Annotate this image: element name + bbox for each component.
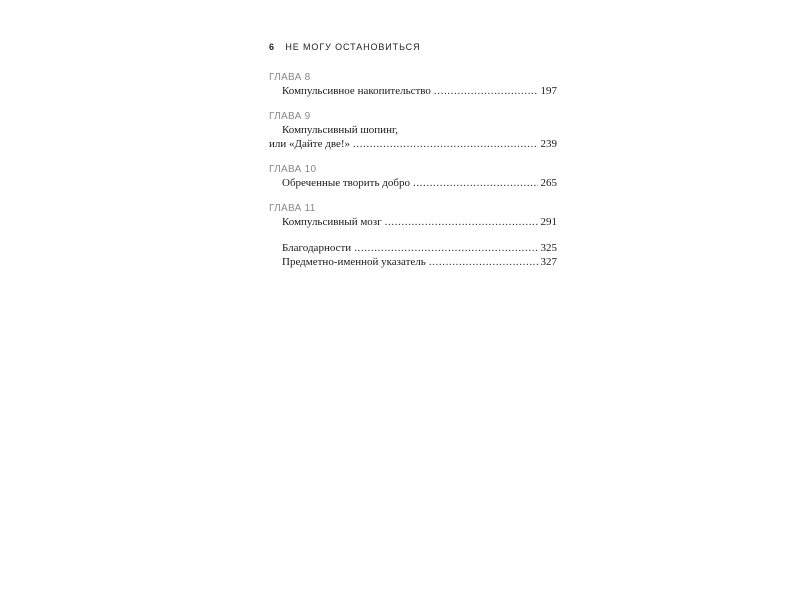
toc-entry[interactable] <box>269 255 557 269</box>
toc-entry-title: Предметно-именной указатель <box>282 256 426 268</box>
toc-entry-title: Компульсивный мозг <box>282 216 382 228</box>
running-header <box>269 42 420 52</box>
chapter-label: ГЛАВА 11 <box>269 203 316 214</box>
toc-entry[interactable] <box>269 137 557 151</box>
toc-entry-page: 291 <box>540 216 557 228</box>
toc-entry-page: 325 <box>540 242 557 254</box>
chapter-label: ГЛАВА 9 <box>269 111 311 122</box>
toc-entry-title-line: Компульсивный шопинг, <box>282 124 398 136</box>
toc-entry[interactable] <box>269 84 557 98</box>
toc-entry-title: Компульсивное накопительство <box>282 85 431 97</box>
toc-chapter-10 <box>269 163 557 190</box>
dot-leader <box>413 176 538 190</box>
toc-chapter-9 <box>269 110 557 151</box>
toc-entry-title: Благодарности <box>282 242 352 254</box>
chapter-label: ГЛАВА 10 <box>269 164 317 175</box>
toc-entry-page: 265 <box>540 177 557 189</box>
toc-back-matter <box>269 241 557 269</box>
dot-leader <box>434 84 538 98</box>
table-of-contents <box>269 71 557 269</box>
toc-entry-page: 197 <box>540 85 557 97</box>
toc-entry[interactable] <box>269 241 557 255</box>
toc-chapter-8 <box>269 71 557 98</box>
toc-entry-title: Обреченные творить добро <box>282 177 410 189</box>
toc-entry-title: или «Дайте две!» <box>269 138 350 150</box>
running-title: НЕ МОГУ ОСТАНОВИТЬСЯ <box>285 42 421 52</box>
toc-chapter-11 <box>269 202 557 229</box>
dot-leader <box>385 215 538 229</box>
page-number: 6 <box>269 42 275 52</box>
dot-leader <box>354 241 537 255</box>
toc-entry[interactable] <box>269 215 557 229</box>
chapter-label: ГЛАВА 8 <box>269 72 311 83</box>
toc-entry-page: 239 <box>540 138 557 150</box>
dot-leader <box>353 137 538 151</box>
toc-entry[interactable] <box>269 176 557 190</box>
dot-leader <box>429 255 538 269</box>
toc-entry-page: 327 <box>540 256 557 268</box>
